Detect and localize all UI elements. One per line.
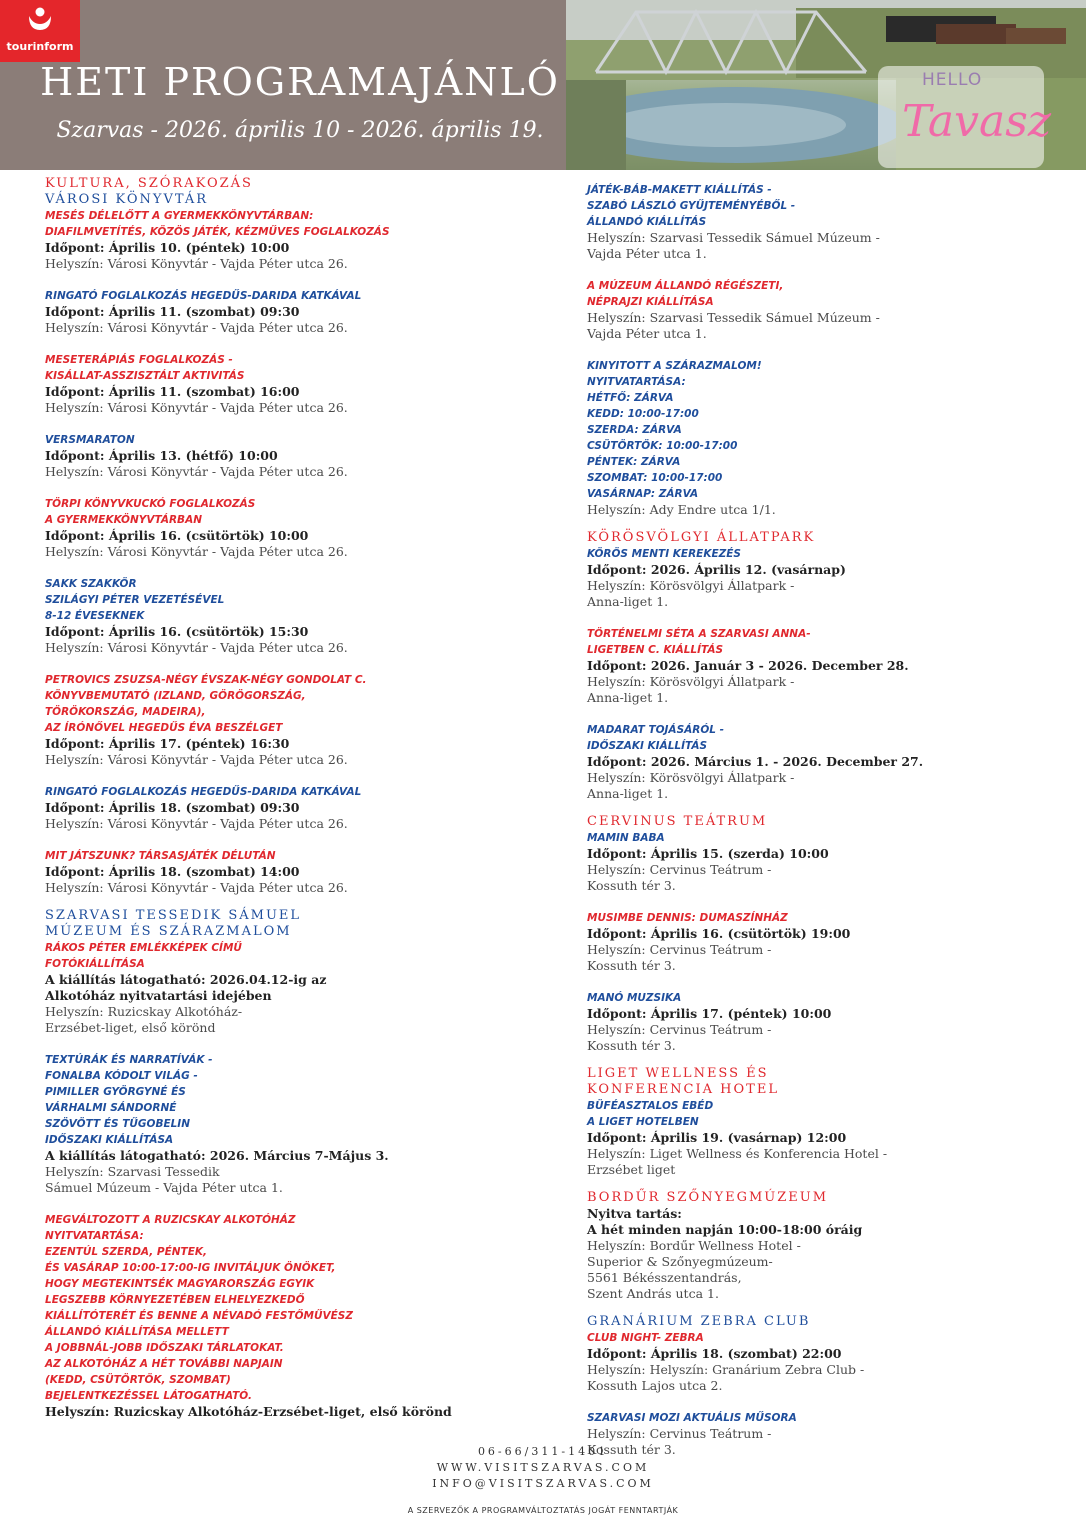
opening-hours: VASÁRNAP: ZÁRVA (587, 488, 699, 500)
event-title: SZILÁGYI PÉTER VEZETÉSÉVEL (45, 594, 225, 606)
event-time: Időpont: Április 11. (szombat) 16:00 (45, 384, 300, 399)
event-title: 8-12 ÉVESEKNEK (45, 610, 145, 622)
event-place: Helyszín: Ady Endre utca 1/1. (587, 502, 776, 517)
event-title: ÉS VASÁRAP 10:00-17:00-IG INVITÁLJUK ÖNÖKET, (45, 1262, 336, 1274)
event-title: TÖRPI KÖNYVKUCKÓ FOGLALKOZÁS (45, 498, 256, 510)
category-heading: CERVINUS TEÁTRUM (587, 814, 768, 829)
event-time: Időpont: Április 17. (péntek) 16:30 (45, 736, 290, 751)
left-column (45, 176, 545, 1420)
event-title: SZABÓ LÁSZLÓ GYŰJTEMÉNYÉBŐL - (587, 200, 796, 212)
event-info: A kiállítás látogatható: 2026.04.12-ig az (45, 972, 327, 987)
event-title: BÜFÉASZTALOS EBÉD (587, 1100, 714, 1112)
event-info: A hét minden napján 10:00-18:00 óráig (587, 1222, 863, 1237)
event-title: TÖRÖKORSZÁG, MADEIRA), (45, 706, 206, 718)
event-place: Helyszín: Bordűr Wellness Hotel - (587, 1238, 801, 1253)
event-title: RINGATÓ FOGLALKOZÁS HEGEDŰS-DARIDA KATKÁVAL (45, 290, 362, 302)
event-title: PETROVICS ZSUZSA-NÉGY ÉVSZAK-NÉGY GONDOLAT C. (45, 674, 367, 686)
event-place: Erzsébet liget (587, 1162, 676, 1177)
event-place: Helyszín: Városi Könyvtár - Vajda Péter utca 26. (45, 256, 348, 271)
event-place: Anna-liget 1. (587, 594, 669, 609)
event-place: Helyszín: Szarvasi Tessedik Sámuel Múzeum - (587, 230, 880, 245)
event-title: KINYITOTT A SZÁRAZMALOM! (587, 360, 762, 372)
event-time: Időpont: Április 17. (péntek) 10:00 (587, 1006, 832, 1021)
event-place: Anna-liget 1. (587, 690, 669, 705)
event-place: Helyszín: Szarvasi Tessedik (45, 1164, 220, 1179)
event-title: NÉPRAJZI KIÁLLÍTÁSA (587, 296, 714, 308)
event-time: Időpont: Április 16. (csütörtök) 15:30 (45, 624, 309, 639)
event-title: ÁLLANDÓ KIÁLLÍTÁSA MELLETT (45, 1326, 229, 1338)
event-title: JÁTÉK-BÁB-MAKETT KIÁLLÍTÁS - (587, 184, 772, 196)
event-place: Helyszín: Cervinus Teátrum - (587, 1426, 772, 1441)
event-place: Helyszín: Cervinus Teátrum - (587, 942, 772, 957)
event-title: CLUB NIGHT- ZEBRA (587, 1332, 704, 1344)
event-place: Anna-liget 1. (587, 786, 669, 801)
category-heading: LIGET WELLNESS ÉS (587, 1066, 769, 1081)
event-place: Sámuel Múzeum - Vajda Péter utca 1. (45, 1180, 283, 1195)
event-place: Kossuth tér 3. (587, 1442, 676, 1457)
right-column (587, 176, 1057, 1458)
footer (0, 1444, 1086, 1492)
event-title: NYITVATARTÁSA: (587, 376, 686, 388)
event-place: Helyszín: Körösvölgyi Állatpark - (587, 674, 795, 689)
event-place: Erzsébet-liget, első körönd (45, 1020, 216, 1035)
category-heading: KÖRÖSVÖLGYI ÁLLATPARK (587, 530, 816, 545)
event-time: Időpont: Április 18. (szombat) 14:00 (45, 864, 300, 879)
event-title: HOGY MEGTEKINTSÉK MAGYARORSZÁG EGYIK (45, 1278, 315, 1290)
event-place: Vajda Péter utca 1. (587, 326, 707, 341)
opening-hours: SZERDA: ZÁRVA (587, 424, 682, 436)
event-place: Helyszín: Városi Könyvtár - Vajda Péter utca 26. (45, 464, 348, 479)
event-place: Helyszín: Cervinus Teátrum - (587, 1022, 772, 1037)
event-place: Helyszín: Városi Könyvtár - Vajda Péter utca 26. (45, 320, 348, 335)
event-title: KÖNYVBEMUTATÓ (IZLAND, GÖRÖGORSZÁG, (45, 690, 306, 702)
event-place: Helyszín: Ruzicskay Alkotóház- (45, 1004, 243, 1019)
event-place: Kossuth tér 3. (587, 878, 676, 893)
spring-label: Tavasz (902, 96, 1052, 147)
event-title: LEGSZEBB KÖRNYEZETÉBEN ELHELYEZKEDŐ (45, 1294, 305, 1306)
opening-hours: PÉNTEK: ZÁRVA (587, 456, 681, 468)
event-time: Időpont: Április 13. (hétfő) 10:00 (45, 448, 278, 463)
event-title: TÖRTÉNELMI SÉTA A SZARVASI ANNA- (587, 628, 811, 640)
opening-hours: HÉTFŐ: ZÁRVA (587, 392, 674, 404)
tourinform-flower-icon (27, 6, 53, 32)
event-title: KIÁLLÍTÓTERÉT ÉS BENNE A NÉVADÓ FESTŐMŰVÉSZ (45, 1310, 353, 1322)
section-heading: VÁROSI KÖNYVTÁR (45, 192, 209, 207)
event-title: IDŐSZAKI KIÁLLÍTÁS (587, 740, 708, 752)
event-title: SAKK SZAKKÖR (45, 578, 137, 590)
event-title: MIT JÁTSZUNK? TÁRSASJÁTÉK DÉLUTÁN (45, 850, 276, 862)
page-subtitle: Szarvas - 2026. április 10 - 2026. április 19. (56, 118, 544, 143)
opening-hours: SZOMBAT: 10:00-17:00 (587, 472, 723, 484)
event-time: Időpont: Április 18. (szombat) 22:00 (587, 1346, 842, 1361)
event-title: MAMIN BABA (587, 832, 665, 844)
event-title: RÁKOS PÉTER EMLÉKKÉPEK CÍMŰ (45, 942, 242, 954)
event-place: Kossuth tér 3. (587, 958, 676, 973)
phone-number[interactable]: 06-66/311-1401 (477, 1445, 609, 1458)
event-info: Alkotóház nyitvatartási idejében (45, 988, 272, 1003)
event-title: FONALBA KÓDOLT VILÁG - (45, 1070, 198, 1082)
event-place: Helyszín: Városi Könyvtár - Vajda Péter utca 26. (45, 400, 348, 415)
tourinform-logo[interactable] (0, 0, 80, 62)
event-title: A LIGET HOTELBEN (587, 1116, 699, 1128)
event-title: AZ ALKOTÓHÁZ A HÉT TOVÁBBI NAPJAIN (45, 1358, 283, 1370)
event-time: Időpont: Április 11. (szombat) 09:30 (45, 304, 300, 319)
event-title: KISÁLLAT-ASSZISZTÁLT AKTIVITÁS (45, 370, 245, 382)
opening-hours: KEDD: 10:00-17:00 (587, 408, 699, 420)
website-link[interactable]: WWW.VISITSZARVAS.COM (436, 1461, 650, 1474)
event-title: PIMILLER GYÖRGYNÉ ÉS (45, 1086, 186, 1098)
event-info: Nyitva tartás: (587, 1206, 682, 1221)
event-title: VÁRHALMI SÁNDORNÉ (45, 1102, 177, 1114)
category-heading: SZARVASI TESSEDIK SÁMUEL (45, 908, 302, 923)
event-title: FOTÓKIÁLLÍTÁSA (45, 958, 145, 970)
event-place: Szent András utca 1. (587, 1286, 719, 1301)
event-place: Helyszín: Szarvasi Tessedik Sámuel Múzeum - (587, 310, 880, 325)
event-time: Időpont: Április 19. (vasárnap) 12:00 (587, 1130, 847, 1145)
event-title: SZÖVÖTT ÉS TŰGOBELIN (45, 1118, 191, 1130)
category-heading: MÚZEUM ÉS SZÁRAZMALOM (45, 924, 292, 939)
event-title: VERSMARATON (45, 434, 135, 446)
email-link[interactable]: INFO@VISITSZARVAS.COM (432, 1477, 654, 1490)
event-time: Időpont: Április 18. (szombat) 09:30 (45, 800, 300, 815)
event-title: A MÚZEUM ÁLLANDÓ RÉGÉSZETI, (587, 280, 784, 292)
hello-label: HELLO (922, 70, 983, 90)
header-photo (566, 0, 1086, 170)
event-time: Időpont: 2026. Március 1. - 2026. December 27. (587, 754, 924, 769)
event-time: Időpont: Április 16. (csütörtök) 19:00 (587, 926, 851, 941)
category-heading: BORDŰR SZŐNYEGMÚZEUM (587, 1190, 829, 1205)
event-place: Kossuth tér 3. (587, 1038, 676, 1053)
event-place: Helyszín: Városi Könyvtár - Vajda Péter utca 26. (45, 816, 348, 831)
event-title: EZENTÚL SZERDA, PÉNTEK, (45, 1246, 208, 1258)
event-place: Helyszín: Városi Könyvtár - Vajda Péter utca 26. (45, 544, 348, 559)
event-title: A JOBBNÁL-JOBB IDŐSZAKI TÁRLATOKAT. (45, 1342, 284, 1354)
event-title: LIGETBEN C. KIÁLLÍTÁS (587, 644, 724, 656)
event-title: ÁLLANDÓ KIÁLLÍTÁS (587, 216, 707, 228)
event-title: KÖRÖS MENTI KEREKEZÉS (587, 548, 741, 560)
event-title: A GYERMEKKÖNYVTÁRBAN (45, 514, 202, 526)
event-place: Helyszín: Körösvölgyi Állatpark - (587, 578, 795, 593)
event-place: 5561 Békésszentandrás, (587, 1270, 742, 1285)
event-place: Helyszín: Helyszín: Granárium Zebra Club - (587, 1362, 865, 1377)
category-heading: GRANÁRIUM ZEBRA CLUB (587, 1314, 811, 1329)
event-place: Vajda Péter utca 1. (587, 246, 707, 261)
event-place: Helyszín: Cervinus Teátrum - (587, 862, 772, 877)
event-title: AZ ÍRÓNŐVEL HEGEDŰS ÉVA BESZÉLGET (45, 722, 283, 734)
event-place: Helyszín: Liget Wellness és Konferencia Hotel - (587, 1146, 888, 1161)
event-title: MUSIMBE DENNIS: DUMASZÍNHÁZ (587, 912, 788, 924)
event-title: DIAFILMVETÍTÉS, KÖZÖS JÁTÉK, KÉZMŰVES FOGLALKOZÁS (45, 226, 390, 238)
header (0, 0, 1086, 170)
event-place: Superior & Szőnyegmúzeum- (587, 1254, 773, 1269)
opening-hours: CSÜTÖRTÖK: 10:00-17:00 (587, 440, 738, 452)
event-place: Helyszín: Városi Könyvtár - Vajda Péter utca 26. (45, 880, 348, 895)
event-place: Helyszín: Városi Könyvtár - Vajda Péter utca 26. (45, 640, 348, 655)
event-place: Helyszín: Körösvölgyi Állatpark - (587, 770, 795, 785)
event-time: Időpont: Április 16. (csütörtök) 10:00 (45, 528, 309, 543)
event-place: Helyszín: Ruzicskay Alkotóház-Erzsébet-liget, első körönd (45, 1404, 452, 1419)
event-title: TEXTÚRÁK ÉS NARRATÍVÁK - (45, 1054, 213, 1066)
header-banner (0, 0, 566, 170)
event-time: Időpont: 2026. Január 3 - 2026. December 28. (587, 658, 909, 673)
event-info: A kiállítás látogatható: 2026. Március 7-Május 3. (45, 1148, 389, 1163)
category-heading: KONFERENCIA HOTEL (587, 1082, 779, 1097)
page-title: HETI PROGRAMAJÁNLÓ (40, 60, 560, 104)
event-time: Időpont: Április 15. (szerda) 10:00 (587, 846, 829, 861)
event-title: IDŐSZAKI KIÁLLÍTÁSA (45, 1134, 174, 1146)
event-title: BEJELENTKEZÉSSEL LÁTOGATHATÓ. (45, 1390, 252, 1402)
event-title: MESÉS DÉLELŐTT A GYERMEKKÖNYVTÁRBAN: (45, 210, 314, 222)
disclaimer: A SZERVEZŐK A PROGRAMVÁLTOZTATÁS JOGÁT FENNTARTJÁK (407, 1506, 679, 1515)
event-title: MESETERÁPIÁS FOGLALKOZÁS - (45, 354, 233, 366)
category-heading: KULTURA, SZÓRAKOZÁS (45, 176, 253, 191)
event-place: Kossuth Lajos utca 2. (587, 1378, 723, 1393)
event-title: SZARVASI MOZI AKTUÁLIS MŰSORA (587, 1412, 797, 1424)
event-time: Időpont: Április 10. (péntek) 10:00 (45, 240, 290, 255)
event-time: Időpont: 2026. Április 12. (vasárnap) (587, 562, 846, 577)
event-place: Helyszín: Városi Könyvtár - Vajda Péter utca 26. (45, 752, 348, 767)
logo-text: tourinform (6, 40, 74, 53)
event-title: NYITVATARTÁSA: (45, 1230, 144, 1242)
event-title: MANÓ MUZSIKA (587, 992, 682, 1004)
event-title: (KEDD, CSÜTÖRTÖK, SZOMBAT) (45, 1374, 231, 1386)
event-title: RINGATÓ FOGLALKOZÁS HEGEDŰS-DARIDA KATKÁVAL (45, 786, 362, 798)
event-title: MEGVÁLTOZOTT A RUZICSKAY ALKOTÓHÁZ (45, 1214, 296, 1226)
event-title: MADARAT TOJÁSÁRÓL - (587, 724, 724, 736)
